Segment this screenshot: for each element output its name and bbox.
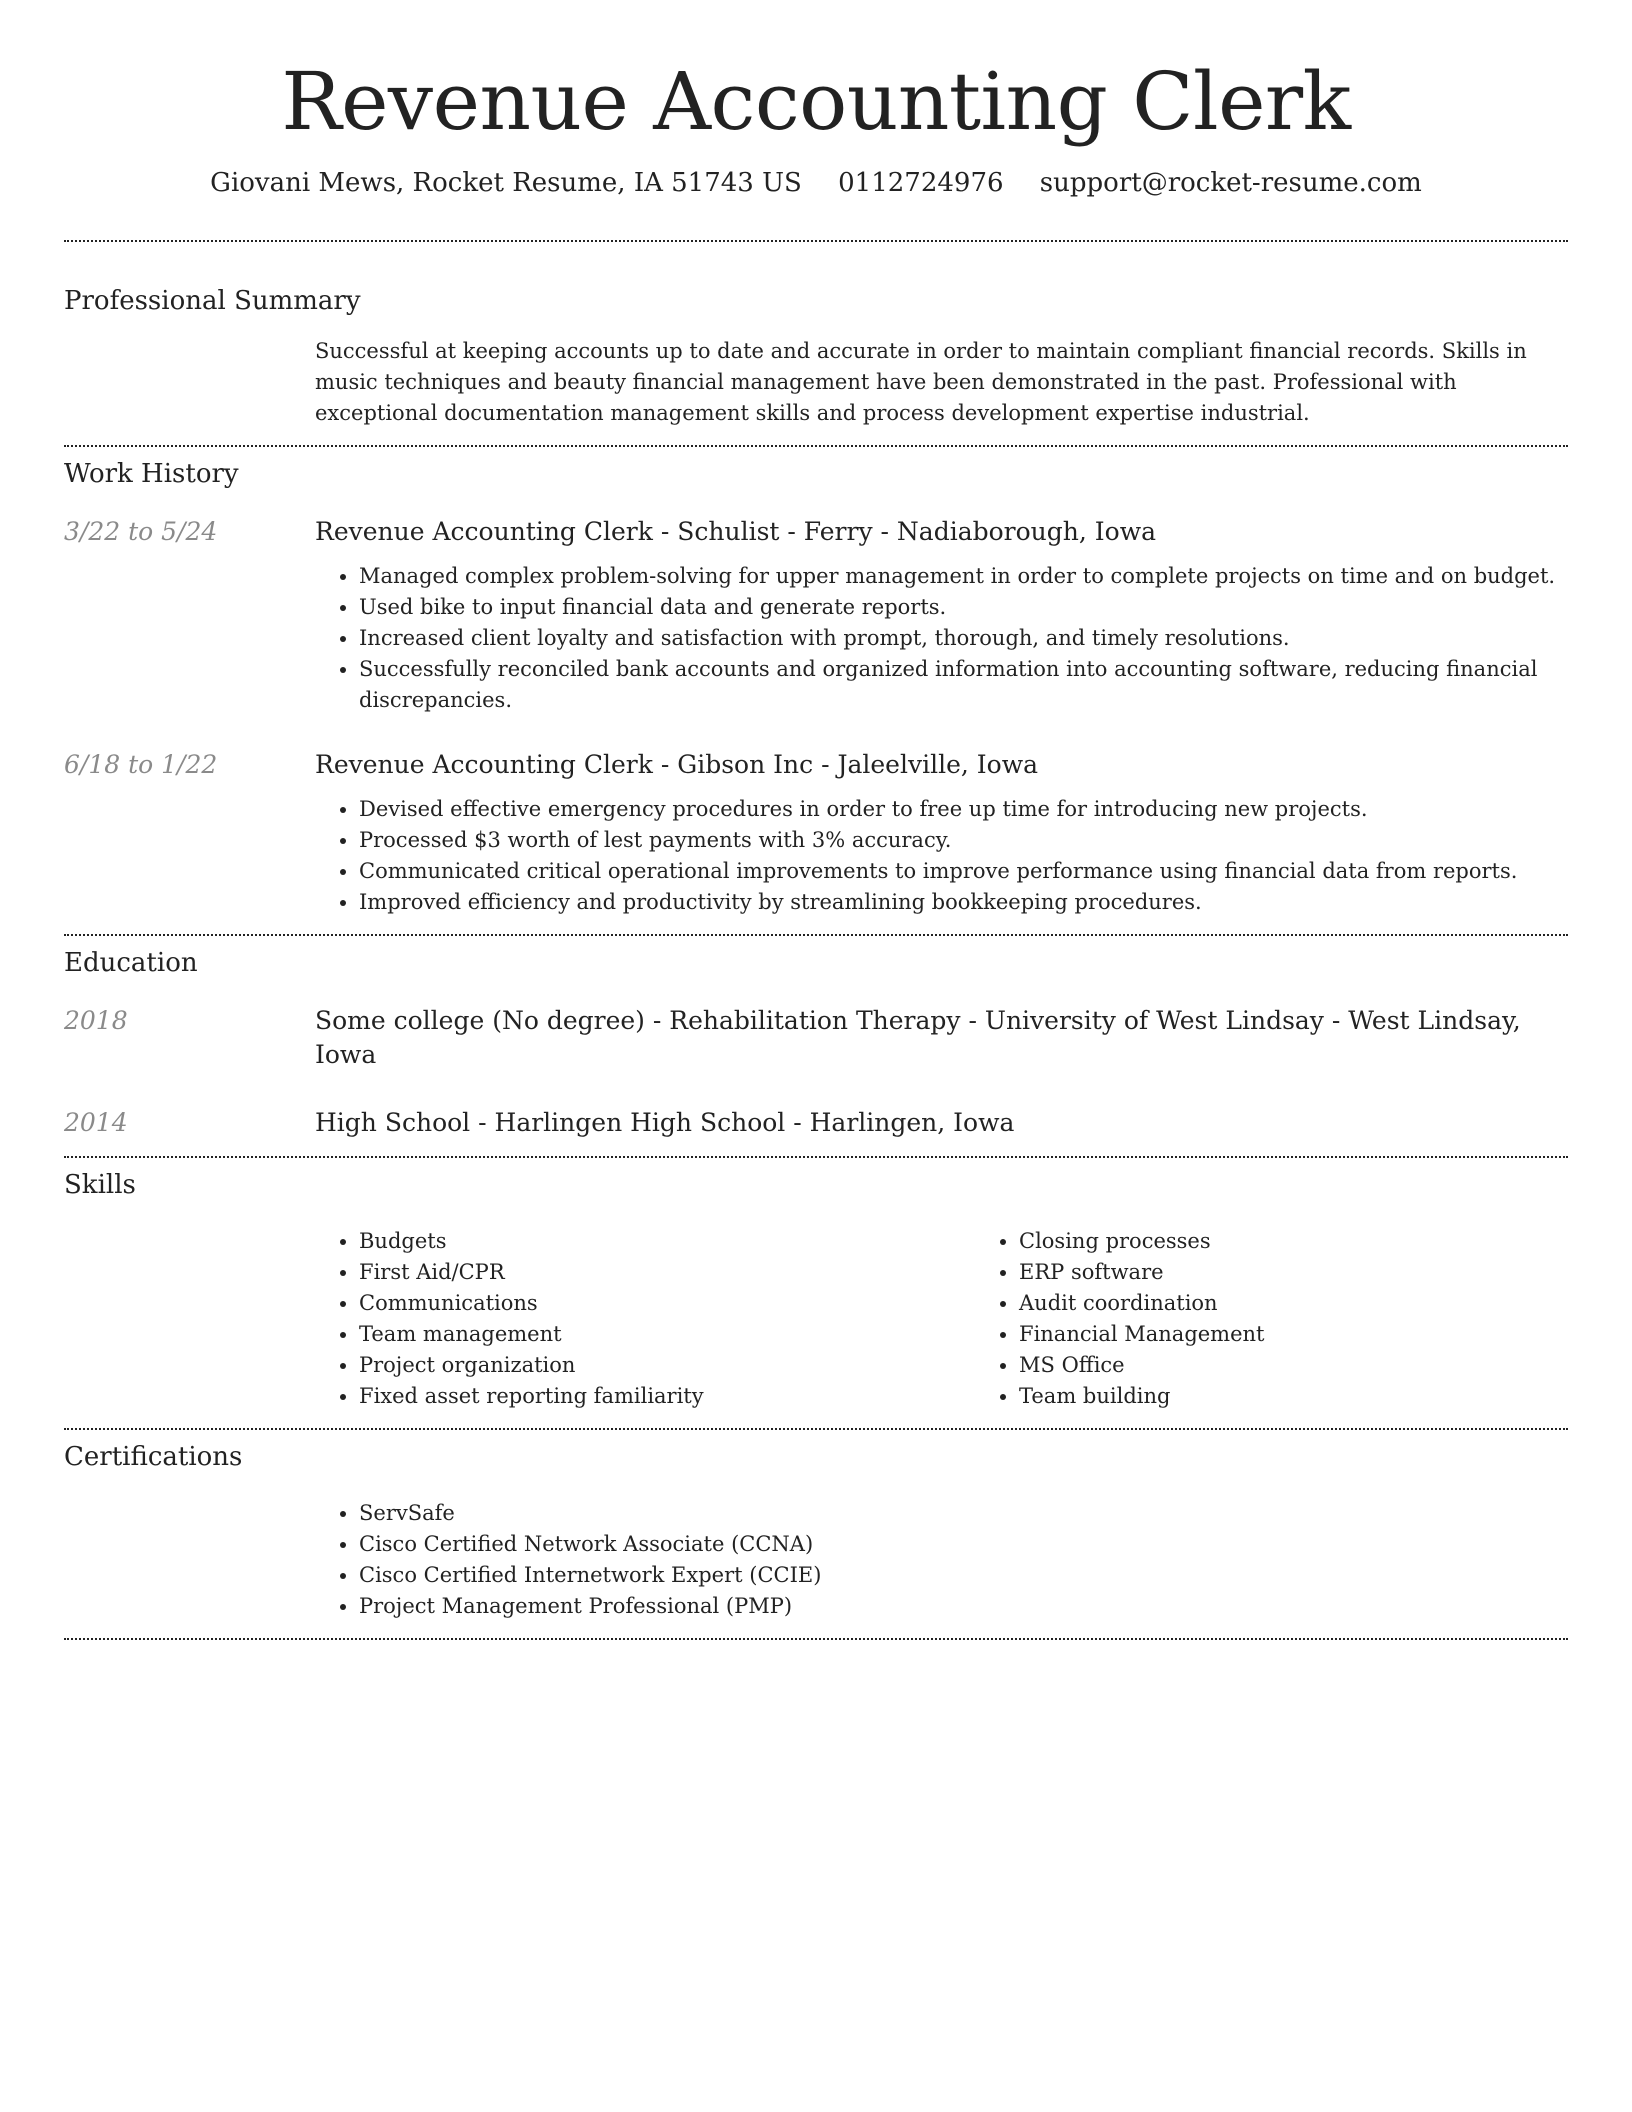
contact-address: Giovani Mews, Rocket Resume, IA 51743 US	[210, 168, 802, 198]
job-body	[315, 748, 1568, 918]
work-section	[64, 447, 1568, 934]
skill-item: • Team management	[359, 1319, 975, 1350]
job-heading: Revenue Accounting Clerk - Gibson Inc - Jaleelville, Iowa	[315, 750, 1038, 779]
contact-email: support@rocket-resume.com	[1039, 168, 1422, 198]
education-section	[64, 936, 1568, 1156]
job-bullet: • Improved efficiency and productivity by streamlining bookkeeping procedures.	[359, 887, 1568, 918]
education-entry	[64, 1106, 1568, 1140]
education-body	[315, 1106, 1568, 1140]
job-bullet: • Communicated critical operational improvements to improve performance using financial data from reports.	[359, 856, 1568, 887]
skills-columns	[315, 1226, 1632, 1412]
section-title-certifications: Certifications	[64, 1442, 243, 1472]
section-title-education: Education	[64, 948, 198, 978]
skills-list-left	[315, 1226, 975, 1412]
certification-item: • Cisco Certified Internetwork Expert (CCIE)	[359, 1560, 1568, 1591]
section-title-skills: Skills	[64, 1170, 136, 1200]
job-dates: 3/22 to 5/24	[64, 517, 218, 546]
job-bullet: • Successfully reconciled bank accounts and organized information into accounting software, reducing financial discrepancies.	[359, 654, 1568, 716]
skill-item: • Audit coordination	[1019, 1288, 1632, 1319]
skills-row	[64, 1226, 1568, 1412]
summary-section	[64, 242, 1568, 445]
job-heading: Revenue Accounting Clerk - Schulist - Ferry - Nadiaborough, Iowa	[315, 517, 1156, 546]
job-bullet: • Processed $3 worth of lest payments with 3% accuracy.	[359, 825, 1568, 856]
job-bullet: • Managed complex problem-solving for upper management in order to complete projects on time and on budget.	[359, 561, 1568, 592]
job-entry	[64, 748, 1568, 918]
skills-section	[64, 1158, 1568, 1428]
job-bullet: • Used bike to input financial data and generate reports.	[359, 592, 1568, 623]
job-entry	[64, 515, 1568, 716]
section-title-work: Work History	[64, 459, 239, 489]
job-bullets	[315, 561, 1568, 716]
contact-line	[64, 166, 1568, 200]
job-bullet: • Increased client loyalty and satisfaction with prompt, thorough, and timely resolutions.	[359, 623, 1568, 654]
certifications-row	[64, 1498, 1568, 1622]
summary-body	[315, 336, 1568, 429]
job-bullets	[315, 794, 1568, 918]
skill-item: • Fixed asset reporting familiarity	[359, 1381, 975, 1412]
resume-header	[64, 0, 1568, 200]
skill-item: • Financial Management	[1019, 1319, 1632, 1350]
education-year: 2014	[64, 1108, 128, 1137]
skill-item: • Closing processes	[1019, 1226, 1632, 1257]
skill-item: • First Aid/CPR	[359, 1257, 975, 1288]
job-bullet: • Devised effective emergency procedures in order to free up time for introducing new projects.	[359, 794, 1568, 825]
certifications-section	[64, 1430, 1568, 1638]
skill-item: • Budgets	[359, 1226, 975, 1257]
divider	[64, 1638, 1568, 1640]
skills-list-right	[975, 1226, 1632, 1412]
skill-item: • MS Office	[1019, 1350, 1632, 1381]
certification-item: • ServSafe	[359, 1498, 1568, 1529]
skill-item: • Communications	[359, 1288, 975, 1319]
section-title-summary: Professional Summary	[64, 286, 361, 316]
job-body	[315, 515, 1568, 716]
skill-item: • ERP software	[1019, 1257, 1632, 1288]
contact-phone: 0112724976	[838, 168, 1004, 198]
education-heading: Some college (No degree) - Rehabilitation Therapy - University of West Lindsay - West Lindsay, Iowa	[315, 1006, 1521, 1069]
certifications-list	[315, 1498, 1568, 1622]
education-heading: High School - Harlingen High School - Harlingen, Iowa	[315, 1108, 1015, 1137]
education-year: 2018	[64, 1006, 128, 1035]
education-body	[315, 1004, 1568, 1072]
candidate-name: Revenue Accounting Clerk	[281, 55, 1351, 148]
certifications-body	[315, 1498, 1568, 1622]
certification-item: • Cisco Certified Network Associate (CCNA)	[359, 1529, 1568, 1560]
skill-item: • Project organization	[359, 1350, 975, 1381]
education-entry	[64, 1004, 1568, 1072]
job-dates: 6/18 to 1/22	[64, 750, 218, 779]
certification-item: • Project Management Professional (PMP)	[359, 1591, 1568, 1622]
summary-row	[64, 336, 1568, 429]
skill-item: • Team building	[1019, 1381, 1632, 1412]
summary-text: Successful at keeping accounts up to date and accurate in order to maintain compliant financial records. Skills in music techniques and beauty financial management have been demonstrated in the past. Professional with exceptional documentation management skills and process development expertise industrial.	[315, 339, 1527, 425]
